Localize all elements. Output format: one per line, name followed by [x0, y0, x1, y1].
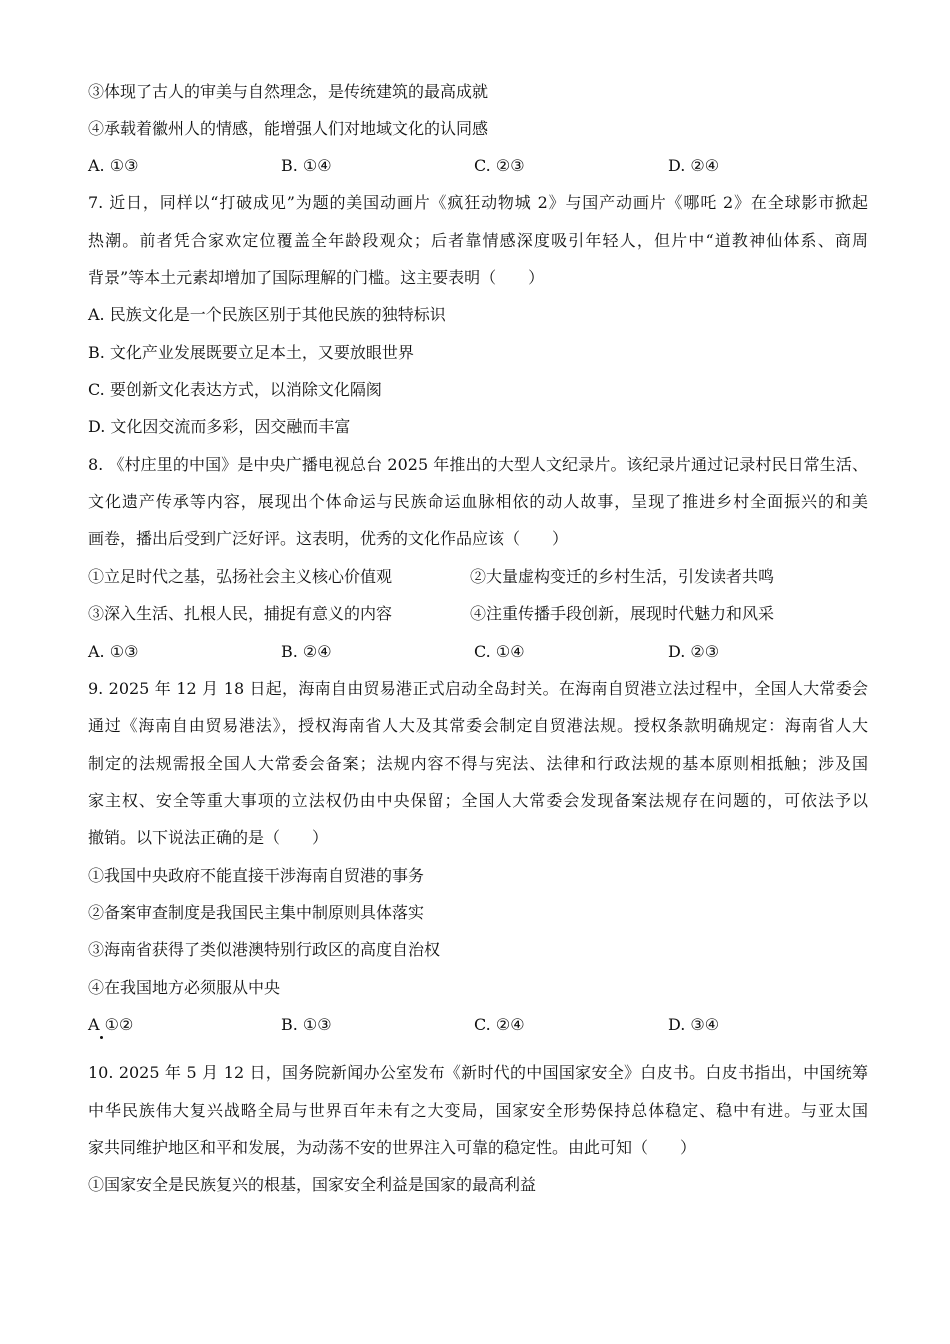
q8-stem-line-2: 文化遗产传承等内容，展现出个体命运与民族命运血脉相依的动人故事，呈现了推进乡村全面振兴的和美: [88, 492, 868, 511]
q6-option-b[interactable]: B. ①④: [281, 156, 332, 175]
q9-stem-line-5: 撤销。以下说法正确的是（ ）: [88, 828, 329, 847]
q9-statement-1: ①我国中央政府不能直接干涉海南自贸港的事务: [88, 866, 425, 885]
q8-option-b[interactable]: B. ②④: [281, 642, 332, 661]
q7-option-a[interactable]: A. 民族文化是一个民族区别于其他民族的独特标识: [88, 305, 446, 324]
q8-stem-line-1: 8. 《村庄里的中国》是中央广播电视总台 2025 年推出的大型人文纪录片。该纪录片通过记录村民日常生活、: [88, 455, 868, 474]
q8-statement-2: ②大量虚构变迁的乡村生活，引发读者共鸣: [470, 567, 775, 586]
q10-statement-1: ①国家安全是民族复兴的根基，国家安全利益是国家的最高利益: [88, 1175, 537, 1194]
q8-stem-line-3: 画卷，播出后受到广泛好评。这表明，优秀的文化作品应该（ ）: [88, 529, 569, 548]
q8-statement-4: ④注重传播手段创新，展现时代魅力和风采: [470, 604, 775, 623]
q8-option-c[interactable]: C. ①④: [474, 642, 525, 661]
q6-option-a[interactable]: A. ①③: [88, 156, 139, 175]
q9-stem-line-3: 制定的法规需报全国人大常委会备案；法规内容不得与宪法、法律和行政法规的基本原则相抵触；涉及国: [88, 754, 868, 773]
q7-option-c[interactable]: C. 要创新文化表达方式，以消除文化隔阂: [88, 380, 382, 399]
q9-stem-line-4: 家主权、安全等重大事项的立法权仍由中央保留；全国人大常委会发现备案法规存在问题的，可依法予以: [88, 791, 868, 810]
q9-option-a-dot: [100, 1036, 103, 1039]
q8-statement-1: ①立足时代之基，弘扬社会主义核心价值观: [88, 567, 393, 586]
q9-statement-3: ③海南省获得了类似港澳特别行政区的高度自治权: [88, 940, 441, 959]
q7-stem-line-1: 7. 近日，同样以“打破成见”为题的美国动画片《疯狂动物城 2》与国产动画片《哪吒 2》在全球影市掀起: [88, 193, 868, 212]
q7-stem-line-2: 热潮。前者凭合家欢定位覆盖全年龄段观众；后者靠情感深度吸引年轻人，但片中“道教神仙体系、商周: [88, 231, 868, 250]
q9-statement-2: ②备案审查制度是我国民主集中制原则具体落实: [88, 903, 425, 922]
q9-statement-4: ④在我国地方必须服从中央: [88, 978, 281, 997]
q9-option-d[interactable]: D. ③④: [668, 1015, 720, 1034]
q9-stem-line-2: 通过《海南自由贸易港法》，授权海南省人大及其常委会制定自贸港法规。授权条款明确规定：海南省人大: [88, 716, 868, 735]
q7-stem-line-3: 背景”等本土元素却增加了国际理解的门槛。这主要表明（ ）: [88, 268, 545, 287]
q10-stem-line-3: 家共同维护地区和平和发展，为动荡不安的世界注入可靠的稳定性。由此可知（ ）: [88, 1138, 697, 1157]
q10-stem-line-1: 10. 2025 年 5 月 12 日，国务院新闻办公室发布《新时代的中国国家安全》白皮书。白皮书指出，中国统筹: [88, 1063, 868, 1082]
q8-statement-3: ③深入生活、扎根人民，捕捉有意义的内容: [88, 604, 393, 623]
q6-statement-3: ③体现了古人的审美与自然理念，是传统建筑的最高成就: [88, 82, 489, 101]
q8-option-a[interactable]: A. ①③: [88, 642, 139, 661]
q10-stem-line-2: 中华民族伟大复兴战略全局与世界百年未有之大变局，国家安全形势保持总体稳定、稳中有进。与亚太国: [88, 1101, 868, 1120]
q9-stem-line-1: 9. 2025 年 12 月 18 日起，海南自由贸易港正式启动全岛封关。在海南自贸港立法过程中，全国人大常委会: [88, 679, 868, 698]
q6-option-c[interactable]: C. ②③: [474, 156, 525, 175]
q6-statement-4: ④承载着徽州人的情感，能增强人们对地域文化的认同感: [88, 119, 489, 138]
q8-option-d[interactable]: D. ②③: [668, 642, 720, 661]
q9-option-b[interactable]: B. ①③: [281, 1015, 332, 1034]
q6-option-d[interactable]: D. ②④: [668, 156, 720, 175]
q9-option-a[interactable]: A ①②: [88, 1015, 134, 1034]
q7-option-b[interactable]: B. 文化产业发展既要立足本土，又要放眼世界: [88, 343, 414, 362]
q9-option-c[interactable]: C. ②④: [474, 1015, 525, 1034]
q7-option-d[interactable]: D. 文化因交流而多彩，因交融而丰富: [88, 417, 351, 436]
